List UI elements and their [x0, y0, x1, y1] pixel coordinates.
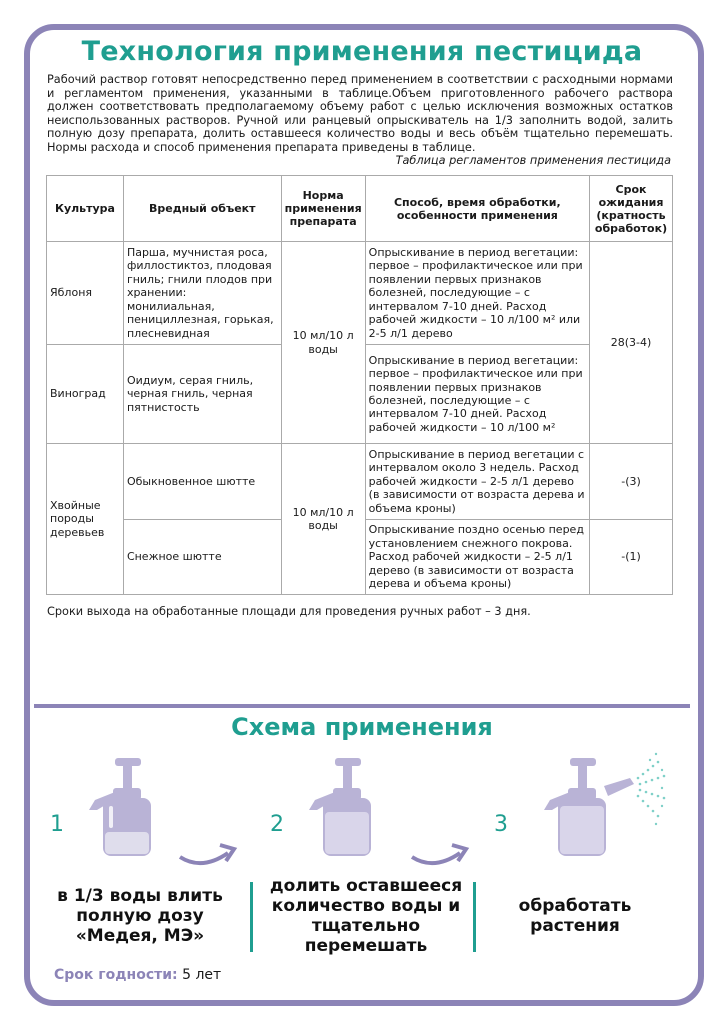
step-1-text: в 1/3 воды влить полную дозу «Медея, МЭ» [57, 886, 223, 946]
cell-method: Опрыскивание в период вегетации с интервалом около 3 недель. Расход рабочей жидкости – 2-5 л/1 дерево (в зависимости от возраста дерева и объема кроны) [365, 444, 589, 520]
cell-method: Опрыскивание в период вегетации: первое – профилактическое или при появлении первых признаков болезней, последующие – с интервалом 7-10 дней. Расход рабочей жидкости – 10 л/100 м² [365, 345, 589, 444]
cell-pest: Парша, мучнистая роса, филлостиктоз, плодовая гниль; гнили плодов при хранении: монилиальная, пенициллезная, горькая, плесневидная [123, 242, 281, 345]
cell-wait: -(1) [590, 520, 673, 595]
section-divider [34, 704, 690, 708]
cell-wait: 28(3-4) [590, 242, 673, 444]
table-row [47, 242, 673, 345]
regulations-table [46, 175, 673, 595]
cell-pest: Снежное шютте [123, 520, 281, 595]
header-norm: Норма применения препарата [281, 176, 365, 242]
cell-norm: 10 мл/10 л воды [281, 444, 365, 595]
step-1-number: 1 [50, 812, 64, 837]
cell-crop: Хвойные породы деревьев [47, 444, 124, 595]
reentry-note: Сроки выхода на обработанные площади для проведения ручных работ – 3 дня. [47, 605, 531, 618]
sprayer-spraying-icon [530, 740, 670, 862]
step-separator [250, 882, 253, 952]
shelf-life-value: 5 лет [182, 967, 222, 983]
table-caption: Таблица регламентов применения пестицида [395, 154, 671, 167]
cell-method: Опрыскивание поздно осенью перед установлением снежного покрова. Расход рабочей жидкости – 2-5 л/1 дерево (в зависимости от возраста дерева и объема кроны) [365, 520, 589, 595]
header-method: Способ, время обработки, особенности применения [365, 176, 589, 242]
header-crop: Культура [47, 176, 124, 242]
sprayer-icon-step-1 [85, 752, 165, 862]
scheme-title: Схема применения [231, 713, 493, 741]
sprayer-icon-step-2 [305, 752, 385, 862]
step-separator [473, 882, 476, 952]
step-2-number: 2 [270, 812, 284, 837]
cell-crop: Яблоня [47, 242, 124, 345]
cell-norm: 10 мл/10 л воды [281, 242, 365, 444]
cell-wait: -(3) [590, 444, 673, 520]
shelf-life [54, 967, 221, 983]
shelf-life-label: Срок годности: [54, 967, 178, 983]
step-3-text: обработать растения [518, 896, 632, 936]
header-wait: Срок ожидания (кратность обработок) [590, 176, 673, 242]
arrow-icon [176, 835, 240, 875]
step-2-text: долить оставшееся количество воды и тщательно перемешать [269, 876, 463, 956]
cell-method: Опрыскивание в период вегетации: первое – профилактическое или при появлении первых признаков болезней, последующие – с интервалом 7-10 дней. Расход рабочей жидкости – 10 л/100 м² или 2-5 л/1 дерево [365, 242, 589, 345]
table-row [47, 444, 673, 520]
intro-paragraph: Рабочий раствор готовят непосредственно перед применением в соответствии с расходными нормами и регламентом применения, указанными в таблице.Объем приготовленного рабочего раствора должен соответствовать предполагаемому объему работ с целью исключения возможных остатков неиспользованных растворов. Ручной или ранцевый опрыскиватель на 1/3 заполнить водой, залить полную дозу препарата, долить оставшееся количество воды и весь объём тщательно перемешать. Нормы расхода и способ применения препарата приведены в таблице. [47, 73, 673, 154]
cell-pest: Оидиум, серая гниль, черная гниль, черная пятнистость [123, 345, 281, 444]
arrow-icon [408, 835, 472, 875]
cell-pest: Обыкновенное шютте [123, 444, 281, 520]
header-pest: Вредный объект [123, 176, 281, 242]
table-header-row [47, 176, 673, 242]
cell-crop: Виноград [47, 345, 124, 444]
step-3-number: 3 [494, 812, 508, 837]
page-title: Технология применения пестицида [81, 36, 643, 67]
